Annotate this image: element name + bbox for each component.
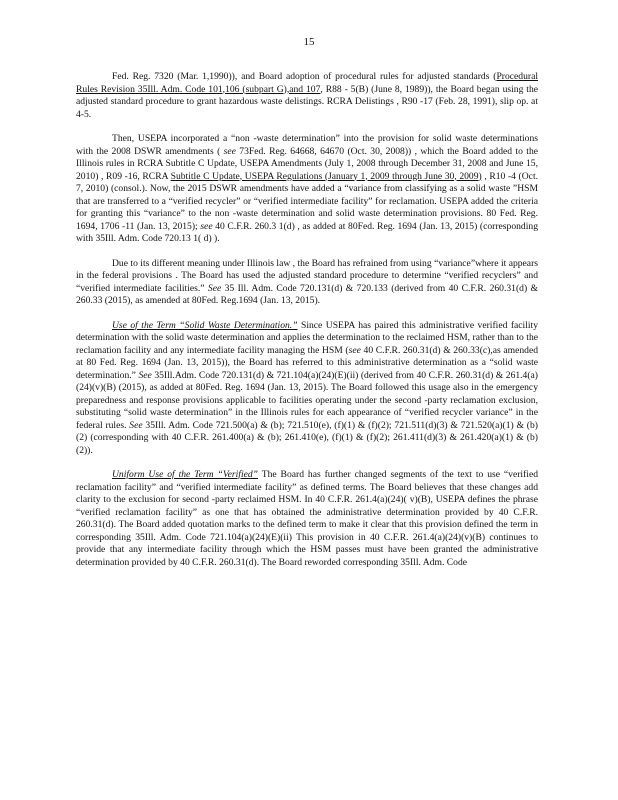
text-run: See (138, 369, 152, 381)
text-run: 73Fed. Reg. 64668, 64670 (Oct. 30, 2008)) , which the Board added to the Illinois rules in RCRA Subtitle C Update, USEPA Amendments (July 1, 2008 through December 31, 2008 and June 15, 2010) , R09 -16, RCRA (76, 145, 538, 182)
paragraph (76, 71, 538, 121)
text-run: see (348, 344, 361, 356)
text-run: 35Ill.Adm. Code 720.131(d) & 721.104(a)(24)(E)(ii) (derived from 40 C.F.R. 260.31(d) & 261.4(a)(24)(v)(B) (2015), as added at 80Fed. Reg. 1694 (Jan. 13, 2015). The Board followed this usage also in the emergency preparedness and response provisions applicable to facilities operating under the second -party reclamation exclusion, substituting “solid waste determination” in the Illinois rules for each appearance of “verified recycler variance” in the federal rules. (76, 369, 539, 431)
text-run: see (223, 145, 236, 157)
text-run: , R88 - 5(B) (June 8, 1989)), the Board began using the adjusted standard procedure to grant hazardous waste delistings. RCRA Delistings , R90 -17 (Feb. 28, 1991), slip op. at 4-5. (76, 83, 539, 120)
page-number: 15 (303, 36, 315, 48)
text-run: The Board has further changed segments of the text to use “verified reclamation facility” and “verified intermediate facility” as defined terms. The Board believes that these changes add clarity to the exclusion for second -party reclaimed HSM. In 40 C.F.R. 261.4(a)(24)( v)(B), USEPA defines the phrase “verified reclamation facility” as one that has obtained the administrative determination provided by 40 C.F.R. 260.31(d). The Board added quotation marks to the defined term to make it clear that this provision defined the term in corresponding 35Ill. Adm. Code 721.104(a)(24)(E)(ii) This provision in 40 C.F.R. 261.4(a)(24)(v)(B) continues to provide that any intermediate facility through which the HSM passes must have been granted the administrative determination provided by 40 C.F.R. 260.31(d). The Board reworded corresponding 35Ill. Adm. Code (76, 469, 539, 568)
text-run: Subtitle C Update, USEPA Regulations (January 1, 2009 through June 30, 2009) (170, 170, 482, 182)
paragraph (76, 133, 538, 246)
paragraph-heading: Use of the Term “Solid Waste Determination.” (112, 319, 298, 331)
text-run: 40 C.F.R. 260.31(d) & 260.33(c),as amended at 80 Fed. Reg. 1694 (Jan. 13, 2015)), the Board has referred to this administrative determination as a “solid waste determination.” (76, 344, 539, 381)
text-run: see (200, 220, 213, 232)
paragraph (76, 320, 538, 458)
text-run: 35Ill. Adm. Code 721.500(a) & (b); 721.510(e), (f)(1) & (f)(2); 721.511(d)(3) & 721.520(a)(1) & (b)(2) (corresponding with 40 C.F.R. 261.400(a) & (b); 261.410(e), (f)(1) & (f)(2); 261.411(d)(3) & 261.420(a)(1) & (b)(2)). (76, 419, 538, 456)
text-run: 40 C.F.R. 260.3 1(d) , as added at 80Fed. Reg. 1694 (Jan. 13, 2015) (corresponding with 35Ill. Adm. Code 720.13 1( d) ). (76, 220, 538, 244)
text-run: Fed. Reg. 7320 (Mar. 1,1990)), and Board adoption of procedural rules for adjusted standards ( (112, 71, 497, 82)
text-run: Since USEPA has paired this administrative verified facility determination with the solid waste determination and applies the determination to the reclaimed HSM, rather than to the reclamation facility and any intermediate facility managing the HSM ( (76, 319, 539, 356)
text-run: Procedural Rules Revision 35Ill. Adm. Code 101,106 (subpart G),and 107 (76, 71, 538, 95)
text-run: 35 Ill. Adm. Code 720.131(d) & 720.133 (derived from 40 C.F.R. 260.31(d) & 260.33 (2015), as amended at 80Fed. Reg.1694 (Jan. 13, 2015). (76, 282, 538, 306)
text-run: , R10 -4 (Oct. 7, 2010) (consol.). Now, the 2015 DSWR amendments have added a “variance from classifying as a solid waste ”HSM that are transferred to a “verified recycler” or “verified intermediate facility” for reclamation. USEPA added the criteria for granting this “variance” to the non -waste determination and solid waste determination provisions. 80 Fed. Reg. 1694, 1706 -11 (Jan. 13, 2015); (76, 170, 539, 232)
text-run: See (129, 419, 143, 431)
text-run: Then, USEPA incorporated a “non -waste determination” into the provision for solid waste determinations with the 2008 DSWR amendments ( (76, 133, 538, 157)
paragraph (76, 469, 538, 569)
paragraph-heading: Uniform Use of the Term “Verified” (112, 469, 259, 480)
text-run: See (207, 282, 222, 294)
document-body (76, 71, 538, 581)
paragraph (76, 258, 538, 308)
text-run: Due to its different meaning under Illinois law , the Board has refrained from using “variance”where it appears in the federal provisions . The Board has used the adjusted standard procedure to determine “verified recyclers” and “verified intermediate facilities.” (76, 257, 538, 294)
